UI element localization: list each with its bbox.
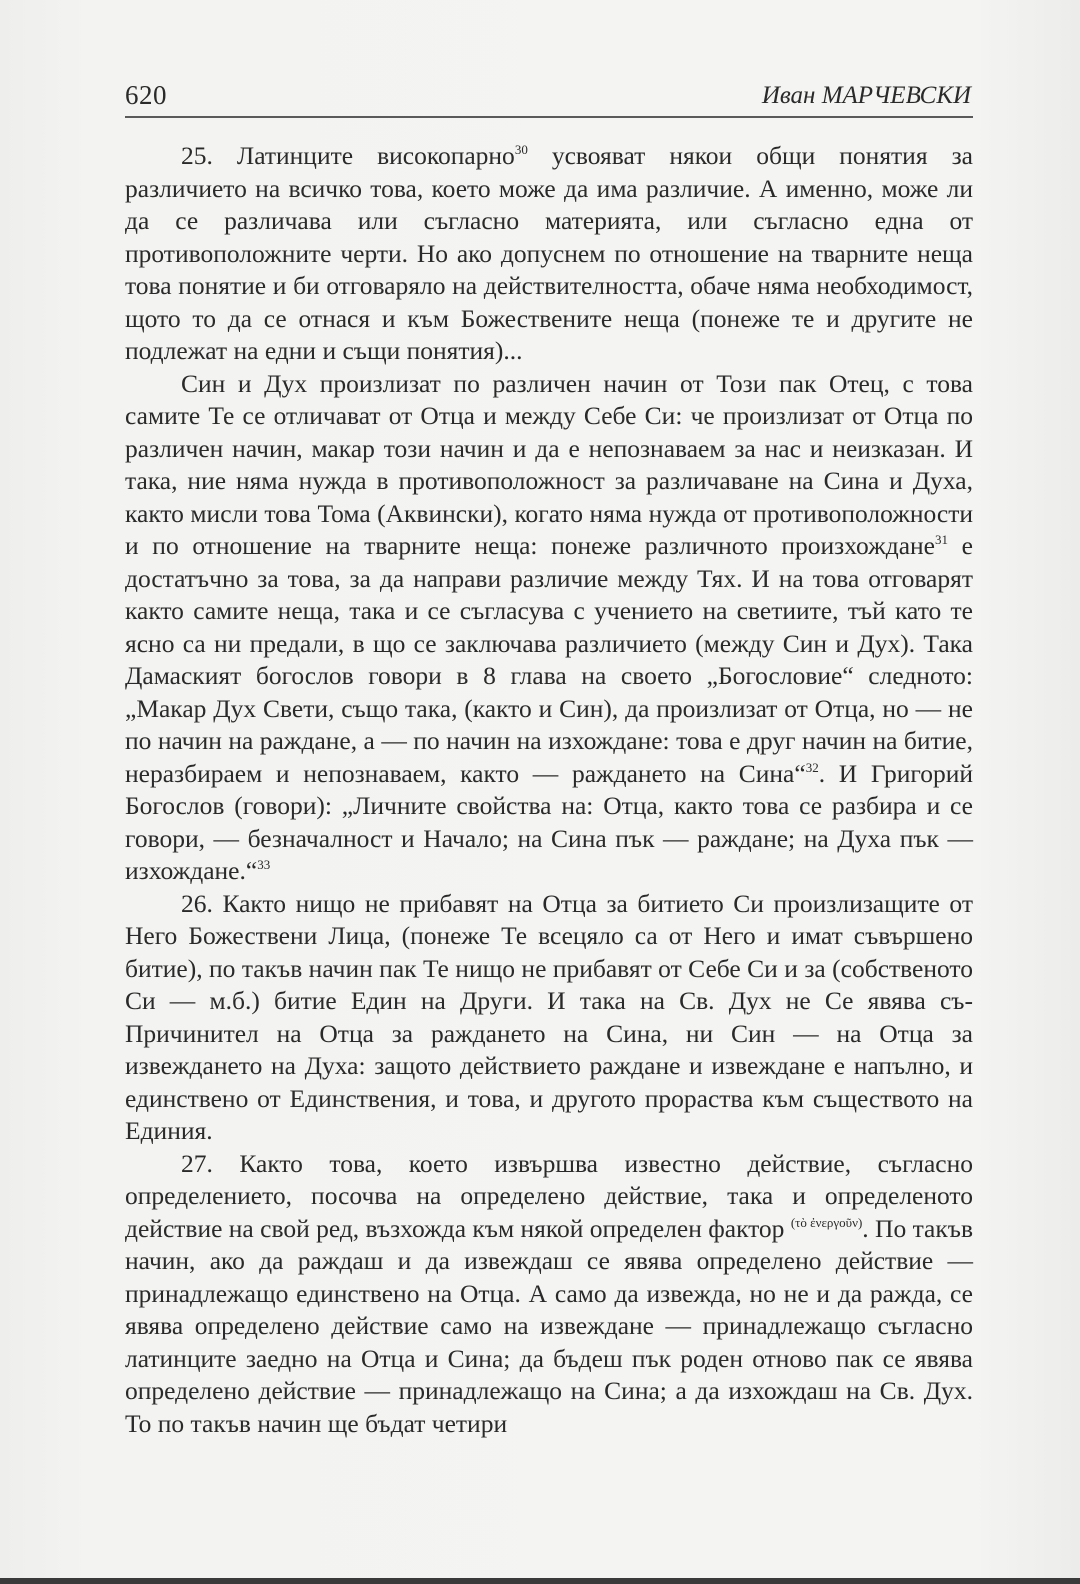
paragraph-text: 26. Както нищо не прибавят на Отца за битието Си произлизащите от Него Божествени Лица, (понеже Те всецяло са от Него и имат съвършено битие), по такъв начин пак Те нищо не прибавят от Себе Си и за (собственото Си — м.б.) битие Един на Други. И така на Св. Дух не Се явява съ-Причинител на Отца за раждането на Сина, ни Син — на Отца за извеждането на Духа: защото действието раждане и извеждане е напълно, и единствено от Единствения, и това, и другото прораства към съществото на Единия. <box>125 888 973 1145</box>
paragraph-text: Син и Дух произлизат по различен начин от Този пак Отец, с това самите Те се отличават от Отца и между Себе Си: че произлизат от Отца по различен начин, макар този начин и да е непознаваем за нас и неизказан. И така, ние няма нужда в противоположност за различаване на Сина и Духа, както мисли това Тома (Аквински), когато няма нужда от противоположности и по отношение на тварните неща: понеже различното произхождане <box>125 368 973 560</box>
paragraph-text: 27. Както това, което извършва известно действие, съгласно определението, посочва на определено действие, така и определеното действие на свой ред, възхожда към някой определен фактор <box>125 1148 973 1243</box>
paragraph-text: усвояват някои общи понятия за различието на всичко това, което може да има различие. А именно, може ли да се различава или съгласно материята, или съгласно една от противоположните черти. Но ако допуснем по отношение на тварните неща това понятие и би отговаряло на действителността, обаче няма необходимост, щото то да се отнася и към Божествените неща (понеже те и другите не подлежат на едни и същи понятия)... <box>125 141 973 365</box>
paragraph-text: е достатъчно за това, за да направи различие между Тях. И на това отговарят както самите неща, така и се съгласува с учението на светиите, тъй като те ясно са ни предали, в що се заключава различието (между Син и Дух). Така Дамаският богослов говори в 8 глава на своето „Богословие“ следното: „Макар Дух Свети, също така, (както и Син), да произлизат от Отца, но — не по начин на раждане, а — по начин на изхождане: това е друг начин на битие, неразбираем и непознаваем, както — раждането на Сина“ <box>125 531 973 788</box>
page-header <box>125 78 973 118</box>
paragraph-text: . И Григорий Богослов (говори): „Личните свойства на: Отца, както това се разбира и се говори, — безначалност и Начало; на Сина пък — раждане; на Духа пък — изхождане.“ <box>125 758 973 885</box>
paragraph-syn-i-duh <box>125 368 973 888</box>
paragraph-text: 25. Латинците високопарно <box>181 141 515 170</box>
footnote-ref-33: 33 <box>257 857 271 872</box>
page-number: 620 <box>125 80 167 110</box>
body-text <box>125 140 973 1440</box>
footnote-ref-32: 32 <box>805 759 819 775</box>
greek-gloss: (τὸ ἐνεργοῦν) <box>790 1214 863 1230</box>
paragraph-text: . По такъв начин, ако да раждаш и да извеждаш се явява определено действие — принадлежащо единствено на Отца. А само да извежда, но не и да ражда, се явява определено действие само на извеждане — принадлежащо съгласно латинците заедно на Отца и Сина; да бъдеш пък роден отново пак се явява определено действие — принадлежащо на Сина; а да изхождаш на Св. Дух. То по такъв начин ще бъдат четири <box>125 1213 973 1438</box>
paragraph-26 <box>125 888 973 1148</box>
footnote-ref-31: 31 <box>935 532 949 547</box>
scan-bottom-edge <box>0 1578 1080 1584</box>
footnote-ref-30: 30 <box>514 142 528 157</box>
paragraph-25 <box>125 140 973 368</box>
paragraph-27 <box>125 1148 973 1441</box>
running-head-author: Иван МАРЧЕВСКИ <box>761 82 971 109</box>
